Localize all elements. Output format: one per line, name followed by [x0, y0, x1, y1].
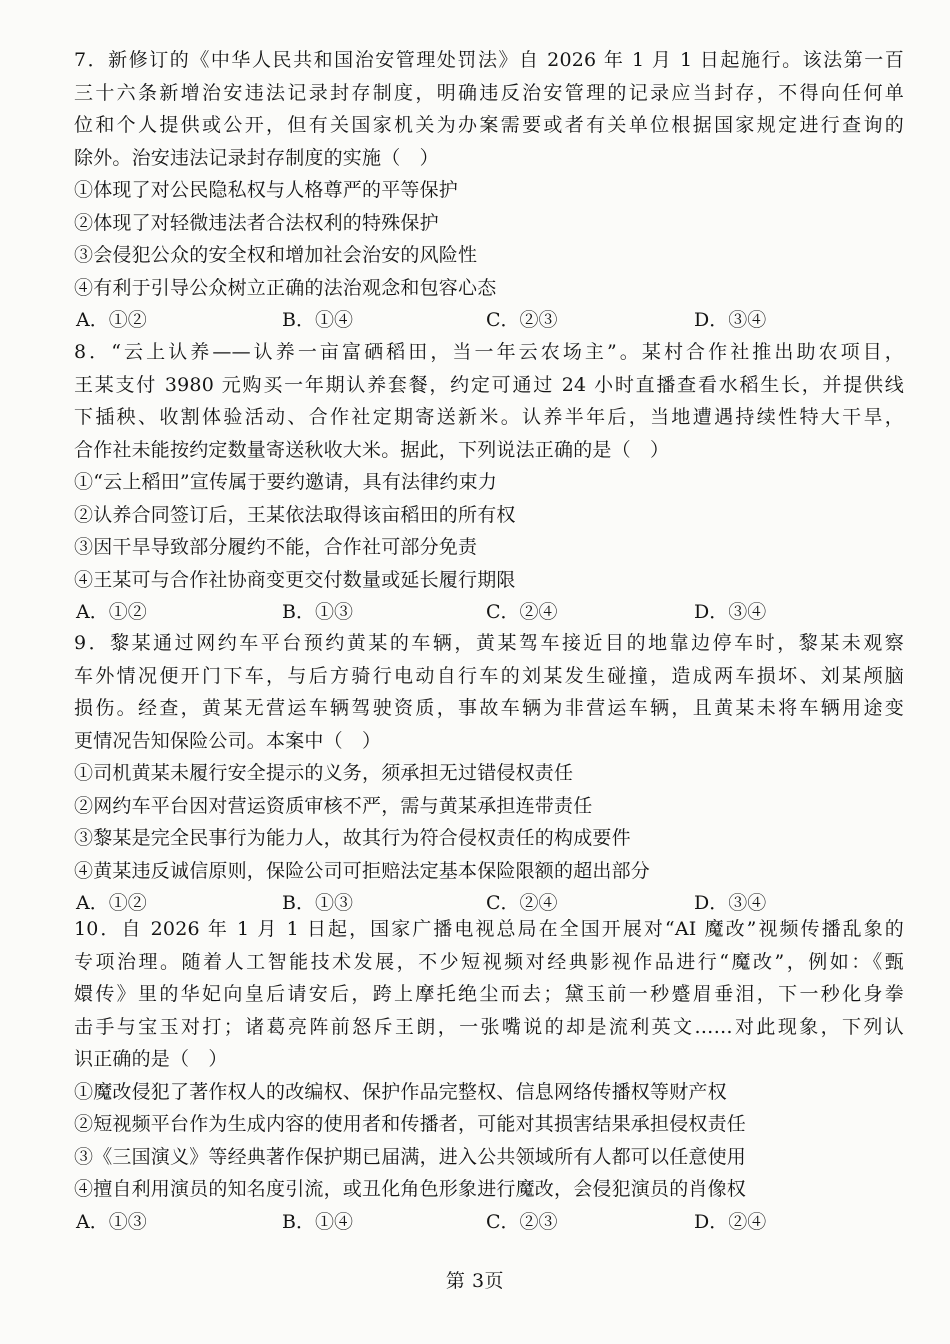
statement-2: ②认养合同签订后，王某依法取得该亩稻田的所有权	[74, 503, 516, 526]
question-stem-line: 识正确的是（ ）	[74, 1048, 228, 1070]
statement-3: ③因干旱导致部分履约不能，合作社可部分免责	[74, 536, 478, 558]
statement-2: ②体现了对轻微违法者合法权利的特殊保护	[74, 211, 439, 234]
answer-choices	[74, 1206, 904, 1239]
question-stem-line: 专项治理。随着人工智能技术发展，不少短视频对经典影视作品进行“魔改”，例如：《甄	[74, 950, 904, 973]
question-7	[74, 44, 904, 337]
statement-4: ④擅自利用演员的知名度引流，或丑化角色形象进行魔改，会侵犯演员的肖像权	[74, 1178, 747, 1200]
statement-1: ①“云上稻田”宣传属于要约邀请，具有法律约束力	[74, 471, 498, 493]
answer-choices	[74, 596, 904, 629]
question-stem-line: 10．自 2026 年 1 月 1 日起，国家广播电视总局在全国开展对“AI 魔改”视频传播乱象的	[74, 918, 904, 940]
choice-c[interactable]: C．②③	[486, 309, 558, 331]
question-stem-line: 嬛传》里的华妃向皇后请安后，跨上摩托绝尘而去；黛玉前一秒蹙眉垂泪，下一秒化身拳	[74, 983, 904, 1005]
question-stem-line: 更情况告知保险公司。本案中（ ）	[74, 729, 382, 752]
question-8	[74, 336, 904, 629]
statement-3: ③黎某是完全民事行为能力人，故其行为符合侵权责任的构成要件	[74, 827, 631, 849]
page-number: 第 3页	[445, 1270, 505, 1292]
choice-d[interactable]: D．③④	[694, 309, 767, 331]
question-stem-line: 9．黎某通过网约车平台预约黄某的车辆，黄某驾车接近目的地靠边停车时，黎某未观察	[74, 632, 904, 654]
choice-c[interactable]: C．②④	[486, 892, 558, 914]
choice-b[interactable]: B．①③	[282, 601, 353, 623]
question-stem-line: 7．新修订的《中华人民共和国治安管理处罚法》自 2026 年 1 月 1 日起施行。该法第一百	[74, 49, 904, 71]
choice-c[interactable]: C．②③	[486, 1210, 558, 1233]
statement-1: ①司机黄某未履行安全提示的义务，须承担无过错侵权责任	[74, 762, 574, 784]
choice-a[interactable]: A．①②	[76, 892, 147, 914]
question-stem-line: 位和个人提供或公开，但有关国家机关为办案需要或者有关单位根据国家规定进行查询的	[74, 114, 904, 136]
question-stem-line: 下插秧、收割体验活动、合作社定期寄送新米。认养半年后，当地遭遇持续性特大干旱，	[74, 406, 904, 428]
choice-b[interactable]: B．①④	[282, 1210, 353, 1233]
statement-3: ③《三国演义》等经典著作保护期已届满，进入公共领域所有人都可以任意使用	[74, 1145, 747, 1168]
statement-1: ①体现了对公民隐私权与人格尊严的平等保护	[74, 179, 459, 201]
statement-4: ④王某可与合作社协商变更交付数量或延长履行期限	[74, 568, 516, 591]
statement-3: ③会侵犯公众的安全权和增加社会治安的风险性	[74, 244, 478, 266]
question-9	[74, 627, 904, 920]
question-stem-line: 击手与宝玉对打；诸葛亮阵前怒斥王朗，一张嘴说的却是流利英文……对此现象，下列认	[74, 1015, 904, 1038]
choice-d[interactable]: D．②④	[694, 1210, 767, 1233]
question-stem-line: 车外情况便开门下车，与后方骑行电动自行车的刘某发生碰撞，造成两车损坏、刘某颅脑	[74, 664, 904, 687]
statement-2: ②网约车平台因对营运资质审核不严，需与黄某承担连带责任	[74, 794, 593, 817]
question-stem-line: 损伤。经查，黄某无营运车辆驾驶资质，事故车辆为非营运车辆，且黄某未将车辆用途变	[74, 697, 904, 719]
choice-b[interactable]: B．①④	[282, 309, 353, 331]
question-stem-line: 除外。治安违法记录封存制度的实施（ ）	[74, 146, 439, 169]
choice-a[interactable]: A．①②	[76, 601, 147, 623]
choice-d[interactable]: D．③④	[694, 601, 767, 623]
question-stem-line: 王某支付 3980 元购买一年期认养套餐，约定可通过 24 小时直播查看水稻生长，并提供线	[74, 373, 904, 396]
choice-d[interactable]: D．③④	[694, 892, 767, 914]
choice-a[interactable]: A．①③	[76, 1210, 147, 1233]
question-stem-line: 合作社未能按约定数量寄送秋收大米。据此，下列说法正确的是（ ）	[74, 438, 670, 461]
question-10	[74, 913, 904, 1238]
question-stem-line: 8．“云上认养——认养一亩富硒稻田，当一年云农场主”。某村合作社推出助农项目，	[74, 341, 904, 363]
choice-b[interactable]: B．①③	[282, 892, 353, 914]
answer-choices	[74, 304, 904, 337]
choice-a[interactable]: A．①②	[76, 309, 147, 331]
statement-4: ④有利于引导公众树立正确的法治观念和包容心态	[74, 276, 497, 299]
question-stem-line: 三十六条新增治安违法记录封存制度，明确违反治安管理的记录应当封存，不得向任何单	[74, 81, 904, 104]
statement-2: ②短视频平台作为生成内容的使用者和传播者，可能对其损害结果承担侵权责任	[74, 1113, 747, 1135]
statement-1: ①魔改侵犯了著作权人的改编权、保护作品完整权、信息网络传播权等财产权	[74, 1080, 727, 1103]
choice-c[interactable]: C．②④	[486, 601, 558, 623]
statement-4: ④黄某违反诚信原则，保险公司可拒赔法定基本保险限额的超出部分	[74, 859, 651, 882]
